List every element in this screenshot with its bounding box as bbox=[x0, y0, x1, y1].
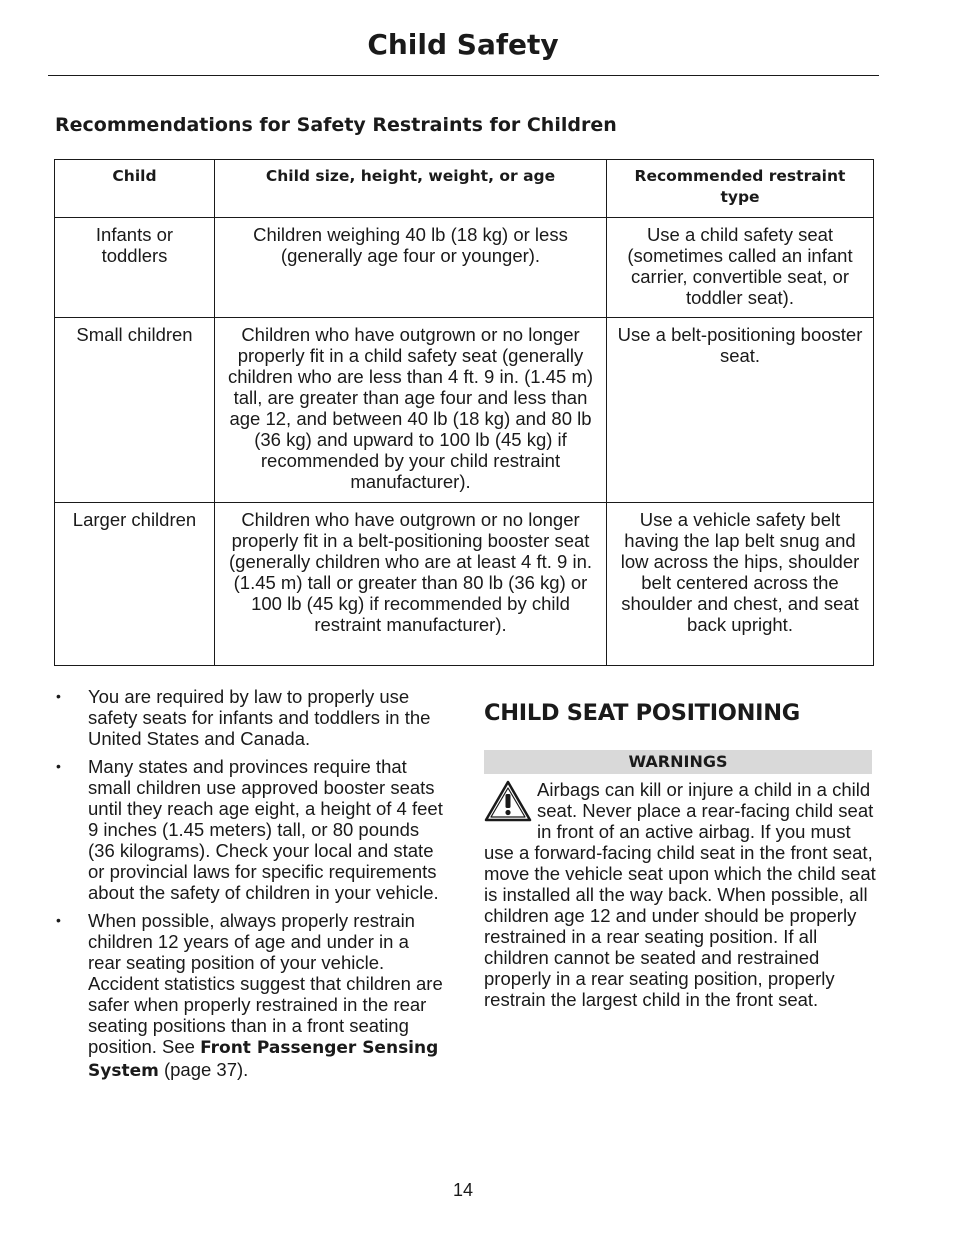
bullet-text: When possible, always properly restrain children 12 years of age and under in a rear seating position of your vehicle. Accident statistics suggest that children are safer when properly restrained in the rear seating positions than in a front seating position. See bbox=[88, 910, 443, 1057]
page-title: Child Safety bbox=[367, 28, 559, 61]
warning-body: Airbags can kill or injure a child in a child seat. Never place a rear-facing child seat in front of an active airbag. If you must use a forward-facing child seat in the front seat, move the vehicle seat upon which the child seat is installed all the way back. When possible, all children age 12 and under should be properly restrained in a rear seating position. If all children cannot be seated and restrained properly in a rear seating position, properly restrain the largest child in the front seat. bbox=[484, 779, 876, 1010]
restraint-recommendations-table bbox=[54, 159, 874, 666]
icon-spacer bbox=[484, 779, 537, 842]
column-header-child: Child bbox=[55, 160, 215, 218]
page-reference: (page 37). bbox=[163, 1059, 249, 1080]
cell-restraint: Use a belt-positioning booster seat. bbox=[607, 318, 874, 503]
list-item bbox=[54, 910, 446, 1082]
column-header-size: Child size, height, weight, or age bbox=[215, 160, 607, 218]
cell-child: Small children bbox=[55, 318, 215, 503]
table-row bbox=[55, 318, 874, 503]
bullet-marker: • bbox=[56, 912, 61, 928]
column-header-restraint: Recommended restraint type bbox=[607, 160, 874, 218]
cell-size: Children who have outgrown or no longer properly fit in a belt-positioning booster seat (generally children who are at least 4 ft. 9 in. (1.45 m) tall or greater than 80 lb (36 kg) or 100 lb (45 kg) if recommended by child restraint manufacturer). bbox=[215, 503, 607, 666]
cell-child: Larger children bbox=[55, 503, 215, 666]
title-divider bbox=[48, 75, 879, 76]
cell-size: Children who have outgrown or no longer properly fit in a child safety seat (generally children who are less than 4 ft. 9 in. (1.45 m) tall, are greater than age four and less than age 12, and between 40 lb (18 kg) and 80 lb (36 kg) and upward to 100 lb (45 kg) if recommended by your child restraint manufacturer). bbox=[215, 318, 607, 503]
cell-child: Infants or toddlers bbox=[55, 218, 215, 318]
warnings-banner: WARNINGS bbox=[484, 750, 872, 774]
cross-reference-link[interactable]: Front Passenger Sensing System bbox=[88, 1038, 439, 1081]
table-header-row bbox=[55, 160, 874, 218]
warning-text bbox=[484, 779, 876, 1010]
bullet-text: You are required by law to properly use safety seats for infants and toddlers in the United States and Canada. bbox=[88, 686, 431, 749]
section-heading: Recommendations for Safety Restraints for Children bbox=[55, 114, 617, 136]
cell-restraint: Use a child safety seat (sometimes called an infant carrier, convertible seat, or toddler seat). bbox=[607, 218, 874, 318]
bullet-list bbox=[54, 686, 446, 1089]
bullet-marker: • bbox=[56, 688, 61, 704]
bullet-marker: • bbox=[56, 758, 61, 774]
table-row bbox=[55, 218, 874, 318]
bullet-text: Many states and provinces require that small children use approved booster seats until they reach age eight, a height of 4 feet 9 inches (1.45 meters) tall, or 80 pounds (36 kilograms). Check your local and state or provincial laws for specific requirements about the safety of children in your vehicle. bbox=[88, 756, 443, 903]
table-row bbox=[55, 503, 874, 666]
page-number: 14 bbox=[452, 1180, 474, 1200]
list-item bbox=[54, 686, 446, 749]
cell-size: Children weighing 40 lb (18 kg) or less (generally age four or younger). bbox=[215, 218, 607, 318]
cell-restraint: Use a vehicle safety belt having the lap belt snug and low across the hips, shoulder belt centered across the shoulder and chest, and seat back upright. bbox=[607, 503, 874, 666]
child-seat-positioning-heading: CHILD SEAT POSITIONING bbox=[484, 700, 800, 726]
list-item bbox=[54, 756, 446, 903]
